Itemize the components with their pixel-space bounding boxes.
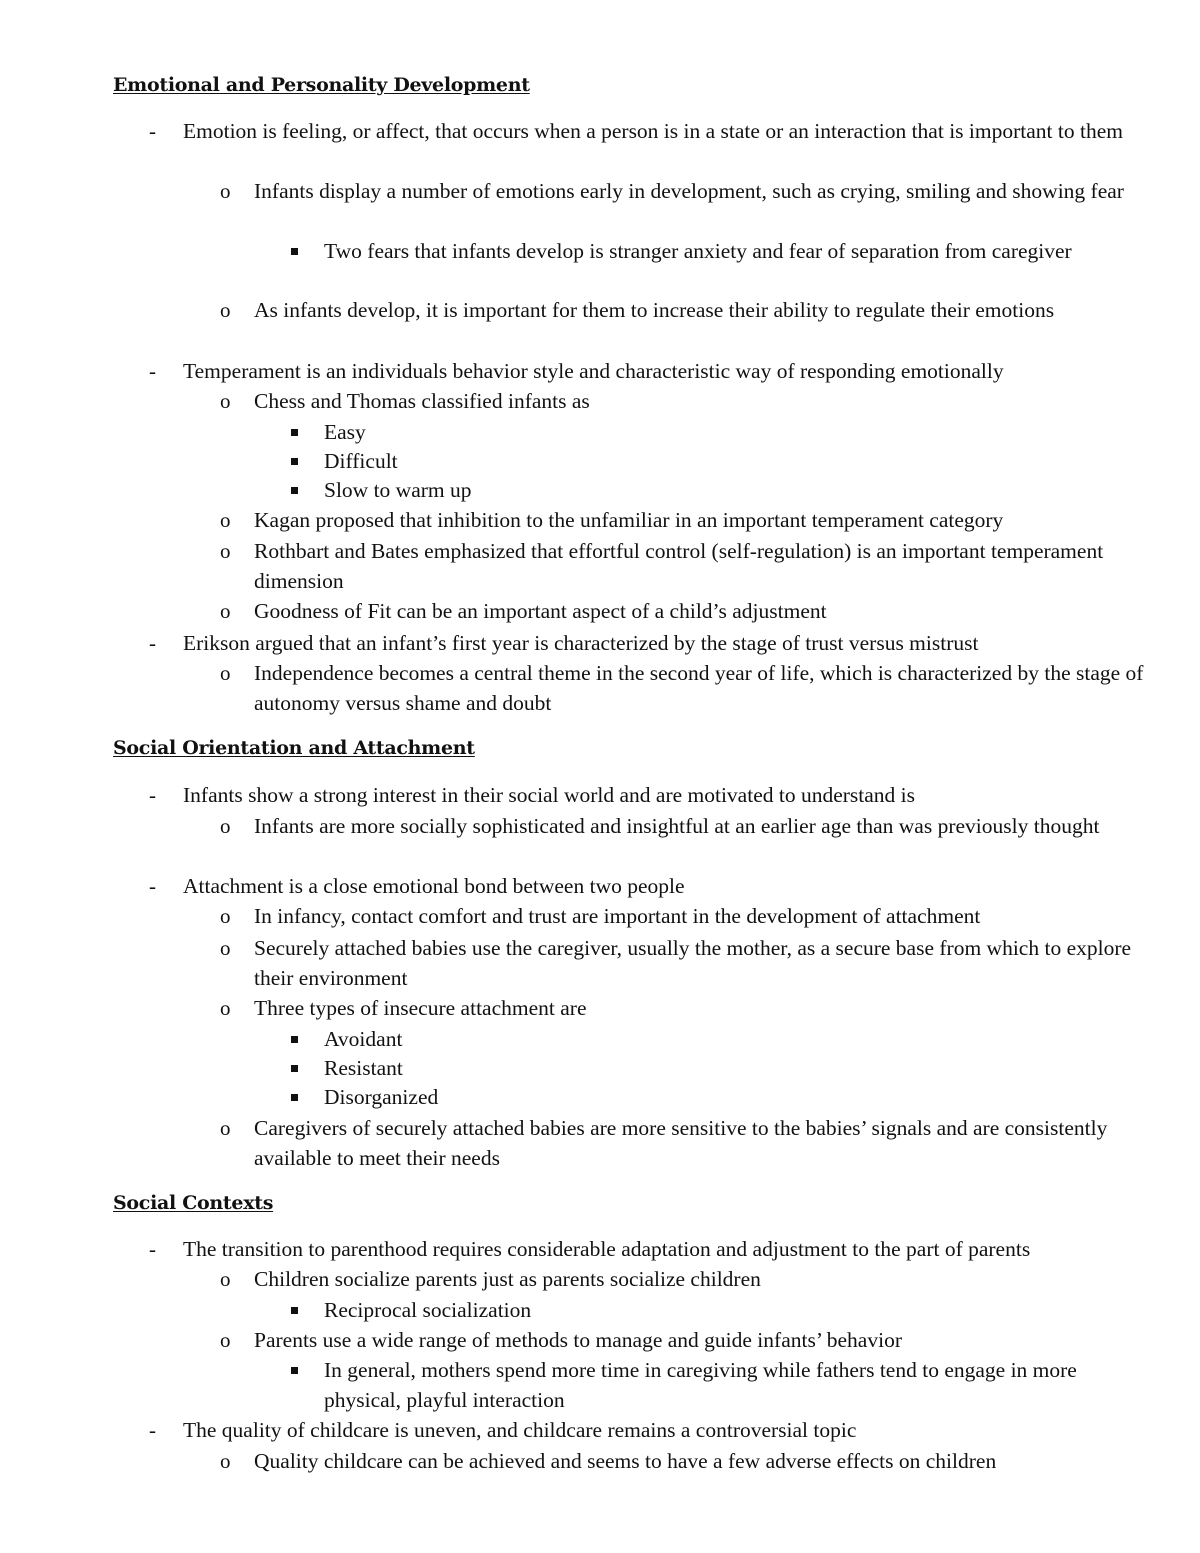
circle-bullet: o [220, 996, 231, 1020]
list-item [220, 811, 1144, 841]
dash-bullet: - [149, 631, 156, 655]
list-item [220, 176, 1144, 206]
dash-bullet: - [149, 119, 156, 143]
circle-bullet: o [220, 936, 231, 960]
list-item-text: The transition to parenthood requires considerable adaptation and adjustment to the part of parents [183, 1237, 1031, 1261]
list-item-text: Two fears that infants develop is stranger anxiety and fear of separation from caregiver [324, 239, 1072, 263]
list-item [149, 1234, 1143, 1264]
list-item-text: In infancy, contact comfort and trust are important in the development of attachment [254, 904, 981, 928]
list-item [220, 1446, 1144, 1476]
square-bullet-icon [291, 1036, 298, 1043]
list-item [324, 1053, 1144, 1083]
square-bullet-icon [291, 1094, 298, 1101]
list-item-text: Infants are more socially sophisticated and insightful at an earlier age than was previously thought [254, 814, 1100, 838]
list-item-text: Caregivers of securely attached babies are more sensitive to the babies’ signals and are consistently available to meet their needs [254, 1116, 1108, 1170]
circle-bullet: o [220, 1449, 231, 1473]
list-item-text: Parents use a wide range of methods to manage and guide infants’ behavior [254, 1328, 902, 1352]
circle-bullet: o [220, 179, 231, 203]
list-item-text: Attachment is a close emotional bond between two people [183, 874, 685, 898]
list-item-text: As infants develop, it is important for them to increase their ability to regulate their emotions [254, 298, 1055, 322]
list-item-text: Securely attached babies use the caregiver, usually the mother, as a secure base from which to explore their environment [254, 936, 1132, 990]
square-bullet-icon [291, 458, 298, 465]
list-item [220, 536, 1144, 596]
list-item-text: Erikson argued that an infant’s first year is characterized by the stage of trust versus mistrust [183, 631, 979, 655]
list-item [324, 236, 1144, 266]
list-item-text: Chess and Thomas classified infants as [254, 389, 590, 413]
list-item [220, 1113, 1144, 1173]
list-item-text: Difficult [324, 449, 398, 473]
list-item [324, 1024, 1144, 1054]
circle-bullet: o [220, 508, 231, 532]
list-item [324, 475, 1144, 505]
list-item [324, 1082, 1144, 1112]
list-item [220, 1264, 1144, 1294]
square-bullet-icon [291, 248, 298, 255]
square-bullet-icon [291, 1307, 298, 1314]
square-bullet-icon [291, 429, 298, 436]
list-item [220, 295, 1144, 325]
list-item-text: Emotion is feeling, or affect, that occurs when a person is in a state or an interaction that is important to them [183, 119, 1123, 143]
list-item-text: Disorganized [324, 1085, 439, 1109]
circle-bullet: o [220, 1267, 231, 1291]
list-item [220, 658, 1144, 718]
list-item [220, 505, 1144, 535]
circle-bullet: o [220, 599, 231, 623]
list-item-text: The quality of childcare is uneven, and childcare remains a controversial topic [183, 1418, 857, 1442]
list-item [220, 1325, 1144, 1355]
list-item-text: Goodness of Fit can be an important aspect of a child’s adjustment [254, 599, 827, 623]
list-item-text: In general, mothers spend more time in caregiving while fathers tend to engage in more physical, playful interaction [324, 1358, 1077, 1412]
dash-bullet: - [149, 1237, 156, 1261]
section-heading-emotional-personality: Emotional and Personality Development [113, 74, 530, 96]
list-item [149, 116, 1143, 146]
list-item-text: Temperament is an individuals behavior style and characteristic way of responding emotionally [183, 359, 1004, 383]
list-item [324, 417, 1144, 447]
list-item [324, 1295, 1144, 1325]
list-item [149, 356, 1143, 386]
list-item-text: Quality childcare can be achieved and seems to have a few adverse effects on children [254, 1449, 997, 1473]
list-item-text: Independence becomes a central theme in the second year of life, which is characterized by the stage of autonomy versus shame and doubt [254, 661, 1144, 715]
square-bullet-icon [291, 1065, 298, 1072]
list-item [149, 628, 1143, 658]
list-item-text: Children socialize parents just as parents socialize children [254, 1267, 761, 1291]
dash-bullet: - [149, 783, 156, 807]
list-item-text: Reciprocal socialization [324, 1298, 532, 1322]
list-item-text: Avoidant [324, 1027, 403, 1051]
list-item-text: Slow to warm up [324, 478, 472, 502]
circle-bullet: o [220, 904, 231, 928]
dash-bullet: - [149, 359, 156, 383]
circle-bullet: o [220, 1328, 231, 1352]
circle-bullet: o [220, 298, 231, 322]
list-item-text: Three types of insecure attachment are [254, 996, 587, 1020]
circle-bullet: o [220, 814, 231, 838]
list-item [324, 446, 1144, 476]
circle-bullet: o [220, 661, 231, 685]
list-item [220, 993, 1144, 1023]
list-item [149, 871, 1143, 901]
list-item-text: Kagan proposed that inhibition to the unfamiliar in an important temperament category [254, 508, 1004, 532]
list-item-text: Rothbart and Bates emphasized that effortful control (self-regulation) is an important temperament dimension [254, 539, 1104, 593]
circle-bullet: o [220, 539, 231, 563]
section-heading-social-orientation: Social Orientation and Attachment [113, 737, 475, 759]
list-item [149, 780, 1143, 810]
circle-bullet: o [220, 389, 231, 413]
dash-bullet: - [149, 874, 156, 898]
list-item [149, 1415, 1143, 1445]
list-item-text: Easy [324, 420, 366, 444]
list-item [220, 901, 1144, 931]
list-item [220, 596, 1144, 626]
dash-bullet: - [149, 1418, 156, 1442]
section-heading-social-contexts: Social Contexts [113, 1192, 274, 1214]
square-bullet-icon [291, 1367, 298, 1374]
list-item-text: Resistant [324, 1056, 403, 1080]
square-bullet-icon [291, 487, 298, 494]
list-item [324, 1355, 1144, 1415]
list-item [220, 386, 1144, 416]
list-item-text: Infants display a number of emotions early in development, such as crying, smiling and showing fear [254, 179, 1124, 203]
list-item-text: Infants show a strong interest in their social world and are motivated to understand is [183, 783, 916, 807]
circle-bullet: o [220, 1116, 231, 1140]
list-item [220, 933, 1144, 993]
